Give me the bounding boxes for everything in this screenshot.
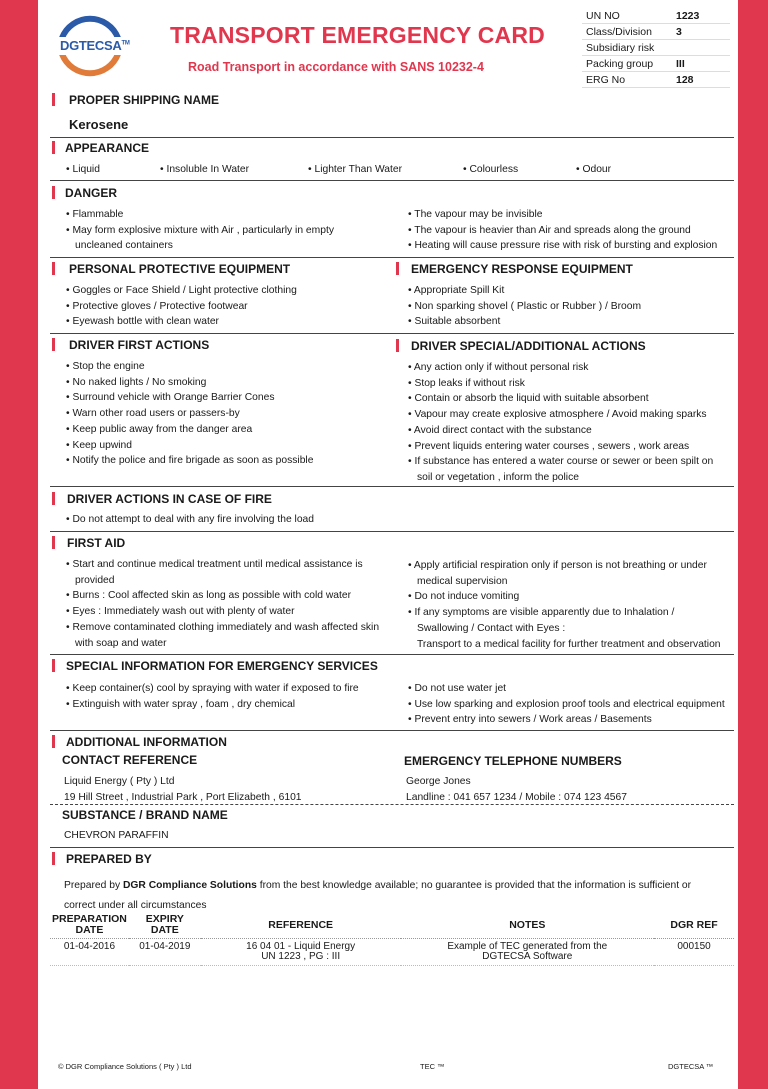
danger-left-list	[66, 207, 334, 254]
first-aid-left-list	[66, 557, 379, 651]
section-marker	[52, 141, 55, 154]
section-marker	[52, 659, 55, 672]
reference-header: REFERENCE	[201, 912, 401, 939]
list-item: • Protective gloves / Protective footwear	[66, 300, 248, 312]
list-item: • Stop leaks if without risk	[408, 377, 525, 389]
list-item: Transport to a medical facility for further treatment and observation	[417, 638, 721, 650]
footer-copyright: © DGR Compliance Solutions ( Pty ) Ltd	[58, 1062, 192, 1071]
ere-title: EMERGENCY RESPONSE EQUIPMENT	[411, 262, 633, 276]
section-marker	[52, 536, 55, 549]
ppe-list	[66, 283, 297, 330]
divider	[50, 654, 734, 655]
prepared-title: PREPARED BY	[66, 852, 152, 866]
prepared-prefix: Prepared by	[64, 880, 123, 891]
emergency-phone-title: EMERGENCY TELEPHONE NUMBERS	[404, 754, 622, 768]
substance-title: SUBSTANCE / BRAND NAME	[62, 808, 228, 822]
appearance-item: • Insoluble In Water	[160, 164, 250, 175]
section-marker	[396, 262, 399, 275]
list-item: with soap and water	[75, 637, 167, 649]
reference-line: 16 04 01 - Liquid Energy	[246, 941, 356, 952]
list-item: uncleaned containers	[75, 240, 173, 252]
list-item: • Suitable absorbent	[408, 316, 501, 328]
divider	[50, 847, 734, 848]
right-red-band	[738, 0, 768, 1089]
list-item: • May form explosive mixture with Air , particularly in empty	[66, 224, 334, 236]
appearance-item: • Colourless	[463, 164, 519, 175]
notes-line: Example of TEC generated from the	[447, 941, 608, 952]
divider	[50, 531, 734, 532]
list-item: provided	[75, 574, 115, 586]
appearance-item: • Lighter Than Water	[308, 164, 403, 175]
list-item: • Notify the police and fire brigade as soon as possible	[66, 455, 314, 467]
footer-right: DGTECSA ™	[668, 1062, 714, 1071]
special-info-right-list	[408, 681, 725, 728]
section-marker	[396, 339, 399, 352]
prepared-suffix: from the best knowledge available; no guarantee is provided that the information is sufficient or	[256, 880, 692, 891]
list-item: • If any symptoms are visible apparently due to Inhalation /	[408, 607, 675, 619]
special-info-title: SPECIAL INFORMATION FOR EMERGENCY SERVICES	[66, 659, 378, 673]
divider	[50, 730, 734, 731]
un-info-row	[582, 8, 730, 24]
un-info-value	[672, 40, 730, 56]
un-info-value: 1223	[672, 8, 730, 24]
list-item: • If substance has entered a water course or sewer or been spilt on	[408, 456, 714, 468]
dgr-ref-header: DGR REF	[654, 912, 734, 939]
divider	[50, 333, 734, 334]
fire-title: DRIVER ACTIONS IN CASE OF FIRE	[67, 492, 272, 506]
list-item: • Start and continue medical treatment until medical assistance is	[66, 559, 363, 570]
list-item: • Do not induce vomiting	[408, 591, 520, 603]
contact-company: Liquid Energy ( Pty ) Ltd	[64, 776, 175, 787]
list-item: • Contain or absorb the liquid with suitable absorbent	[408, 393, 649, 405]
list-item: • Prevent liquids entering water courses , sewers , work areas	[408, 440, 690, 452]
additional-title: ADDITIONAL INFORMATION	[66, 735, 227, 749]
section-marker	[52, 852, 55, 865]
prepared-text	[64, 880, 691, 891]
list-item: • Stop the engine	[66, 361, 145, 372]
page-subtitle: Road Transport in accordance with SANS 10232-4	[188, 60, 484, 74]
un-info-value: 3	[672, 24, 730, 40]
list-item: • Avoid direct contact with the substance	[408, 424, 592, 436]
first-aid-title: FIRST AID	[67, 536, 126, 550]
preparation-date-header: PREPARATION DATE	[50, 912, 129, 939]
reference-table	[50, 912, 734, 966]
page-title: TRANSPORT EMERGENCY CARD	[170, 22, 545, 48]
section-marker	[52, 93, 55, 106]
dgr-ref-cell: 000150	[654, 939, 734, 966]
emergency-card-page	[38, 0, 738, 1089]
list-item: • Goggles or Face Shield / Light protective clothing	[66, 285, 297, 296]
preparation-date-cell: 01-04-2016	[50, 939, 129, 966]
appearance-title: APPEARANCE	[65, 141, 150, 155]
table-header-row	[50, 912, 734, 939]
list-item: • Burns : Cool affected skin as long as possible with cold water	[66, 590, 352, 602]
appearance-item: • Liquid	[66, 164, 100, 175]
list-item: • Keep public away from the danger area	[66, 423, 253, 435]
footer-center: TEC ™	[420, 1062, 445, 1071]
contact-person: George Jones	[406, 776, 471, 787]
list-item: • The vapour may be invisible	[408, 209, 543, 220]
driver-first-title: DRIVER FIRST ACTIONS	[69, 338, 210, 352]
special-info-left-list	[66, 681, 359, 712]
dgtecsa-logo	[52, 8, 128, 84]
list-item: • The vapour is heavier than Air and spreads along the ground	[408, 224, 691, 236]
contact-address: 19 Hill Street , Industrial Park , Port Elizabeth , 6101	[64, 792, 302, 803]
list-item: Swallowing / Contact with Eyes :	[417, 622, 566, 634]
list-item: • Use low sparking and explosion proof tools and electrical equipment	[408, 698, 725, 710]
un-info-value: III	[672, 56, 730, 72]
ere-list	[408, 283, 641, 330]
prepared-company: DGR Compliance Solutions	[122, 880, 257, 891]
substance-value: CHEVRON PARAFFIN	[64, 830, 169, 841]
list-item: • Keep container(s) cool by spraying with water if exposed to fire	[66, 683, 359, 694]
notes-line: DGTECSA Software	[482, 951, 573, 962]
list-item: • No naked lights / No smoking	[66, 376, 207, 388]
divider	[50, 486, 734, 487]
list-item: • Eyewash bottle with clean water	[66, 316, 219, 328]
un-info-row	[582, 56, 730, 72]
prepared-text-line2: correct under all circumstances	[64, 900, 207, 911]
dashed-divider	[50, 804, 734, 805]
divider	[50, 257, 734, 258]
list-item: • Flammable	[66, 209, 124, 220]
un-info-label: Class/Division	[582, 24, 672, 40]
danger-title: DANGER	[65, 186, 118, 200]
list-item: • Prevent entry into sewers / Work areas / Basements	[408, 714, 652, 726]
list-item: • Non sparking shovel ( Plastic or Rubber ) / Broom	[408, 300, 642, 312]
contact-phone: Landline : 041 657 1234 / Mobile : 074 123 4567	[406, 792, 627, 803]
ppe-title: PERSONAL PROTECTIVE EQUIPMENT	[69, 262, 291, 276]
logo-tm: TM	[121, 40, 130, 47]
reference-cell	[201, 939, 401, 966]
driver-first-list	[66, 359, 313, 469]
expiry-date-cell: 01-04-2019	[129, 939, 201, 966]
fire-item: • Do not attempt to deal with any fire involving the load	[66, 514, 315, 525]
contact-reference-title: CONTACT REFERENCE	[62, 753, 198, 767]
list-item: medical supervision	[417, 575, 508, 587]
divider	[50, 137, 734, 138]
driver-special-title: DRIVER SPECIAL/ADDITIONAL ACTIONS	[411, 339, 646, 353]
reference-line: UN 1223 , PG : III	[261, 951, 341, 962]
list-item: • Keep upwind	[66, 439, 133, 451]
un-info-row	[582, 24, 730, 40]
un-info-table	[582, 8, 730, 88]
section-marker	[52, 338, 55, 351]
un-info-label: ERG No	[582, 72, 672, 88]
un-info-label: Subsidiary risk	[582, 40, 672, 56]
section-marker	[52, 492, 55, 505]
un-info-row	[582, 72, 730, 88]
logo-text: DGTECSA	[60, 38, 122, 53]
un-info-label: Packing group	[582, 56, 672, 72]
list-item: • Vapour may create explosive atmosphere / Avoid making sparks	[408, 409, 707, 421]
proper-shipping-name-value: Kerosene	[69, 117, 129, 132]
list-item: • Do not use water jet	[408, 683, 507, 694]
un-info-label: UN NO	[582, 8, 672, 24]
list-item: • Surround vehicle with Orange Barrier Cones	[66, 392, 275, 404]
notes-cell	[401, 939, 655, 966]
appearance-item: • Odour	[576, 164, 612, 175]
left-red-band	[0, 0, 38, 1089]
section-marker	[52, 262, 55, 275]
list-item: • Eyes : Immediately wash out with plenty of water	[66, 606, 295, 618]
proper-shipping-name-title: PROPER SHIPPING NAME	[69, 93, 220, 107]
section-marker	[52, 186, 55, 199]
table-row	[50, 939, 734, 966]
driver-special-list	[408, 360, 713, 486]
un-info-row	[582, 40, 730, 56]
list-item: • Apply artificial respiration only if person is not breathing or under	[408, 560, 707, 571]
expiry-date-header: EXPIRY DATE	[129, 912, 201, 939]
list-item: soil or vegetation , inform the police	[417, 471, 579, 483]
list-item: • Any action only if without personal risk	[408, 362, 589, 373]
list-item: • Remove contaminated clothing immediately and wash affected skin	[66, 621, 380, 633]
first-aid-right-list	[408, 558, 721, 652]
list-item: • Heating will cause pressure rise with risk of bursting and explosion	[408, 240, 718, 252]
list-item: • Appropriate Spill Kit	[408, 285, 505, 296]
list-item: • Extinguish with water spray , foam , dry chemical	[66, 698, 296, 710]
section-marker	[52, 735, 55, 748]
un-info-value: 128	[672, 72, 730, 88]
list-item: • Warn other road users or passers-by	[66, 408, 240, 420]
danger-right-list	[408, 207, 717, 254]
divider	[50, 180, 734, 181]
notes-header: NOTES	[401, 912, 655, 939]
